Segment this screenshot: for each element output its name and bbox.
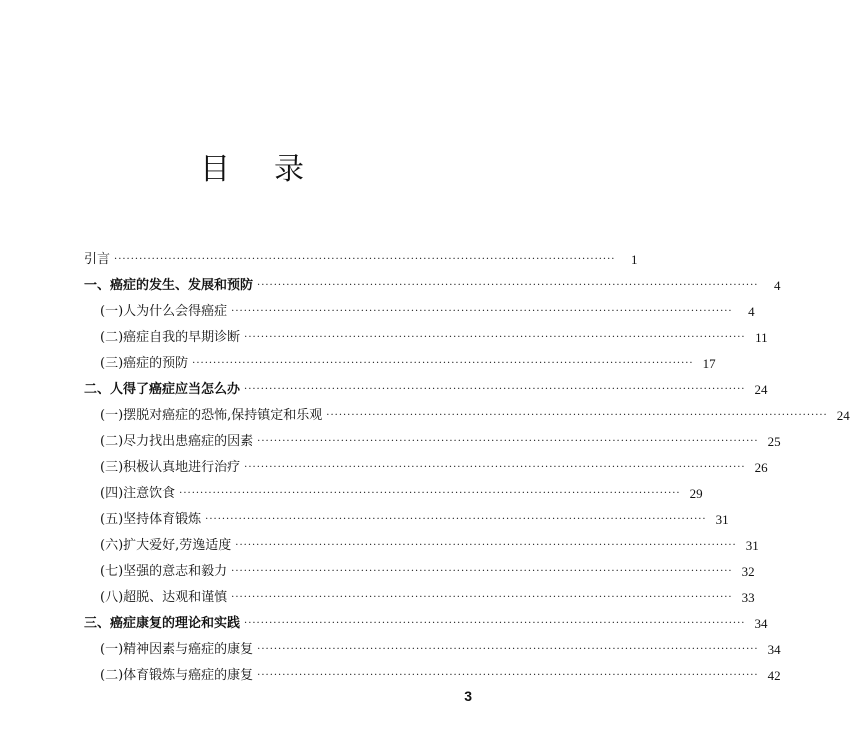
toc-entry-page: 17 [702,356,716,371]
toc-entry-intro [84,244,638,268]
dot-leader: ························································································································ [235,540,737,551]
toc-entry-page: 42 [767,668,781,683]
toc-section [84,346,716,372]
dot-leader: ························································································································ [257,670,759,681]
toc-entry-label: (三)积极认真地进行治疗 [100,460,241,475]
toc-section [84,320,768,346]
toc-entry-label: 三、癌症康复的理论和实践 [84,616,241,631]
toc-entry-label: (一)摆脱对癌症的恐怖,保持镇定和乐观 [100,408,323,423]
dot-leader: ························································································································ [114,254,616,265]
toc-entry-label: (六)扩大爱好,劳逸适度 [100,538,232,553]
toc-section [84,476,703,502]
toc-section [84,450,768,476]
toc-section [84,580,755,606]
toc-chapter-1 [84,268,781,294]
dot-leader: ························································································································ [179,488,681,499]
toc-section [84,554,755,580]
dot-leader: ························································································································ [231,592,733,603]
dot-leader: ························································································································ [244,384,746,395]
toc-entry-label: 一、癌症的发生、发展和预防 [84,278,254,293]
toc-chapter-2 [84,372,768,398]
toc-section [84,632,781,658]
dot-leader: ························································································································ [244,462,746,473]
toc-entry-label: (二)癌症自我的早期诊断 [100,330,241,345]
toc-entry-page: 31 [745,538,759,553]
toc-entry-page: 34 [754,616,768,631]
toc-entry-label: (四)注意饮食 [100,486,176,501]
toc-section [84,658,781,684]
toc-entry-page: 11 [755,330,768,345]
dot-leader: ························································································································ [257,436,759,447]
toc-entry-label: (二)尽力找出患癌症的因素 [100,434,254,449]
page-number: 3 [464,688,472,704]
dot-leader: ························································································································ [231,566,733,577]
toc-entry-label: (八)超脱、达观和谨慎 [100,590,228,605]
toc-entry-label: (三)癌症的预防 [100,356,189,371]
dot-leader: ························································································································ [192,358,694,369]
toc-chapter-3 [84,606,768,632]
toc-entry-label: 二、人得了癌症应当怎么办 [84,382,241,397]
toc-entry-page: 4 [748,304,755,319]
toc-entry-page: 29 [689,486,703,501]
dot-leader: ························································································································ [205,514,707,525]
table-of-contents [84,244,850,684]
page-title: 目录 [200,152,348,187]
toc-entry-page: 32 [741,564,755,579]
toc-entry-page: 34 [767,642,781,657]
dot-leader: ························································································································ [244,332,746,343]
dot-leader: ························································································································ [257,280,759,291]
toc-entry-label: 引言 [84,252,111,267]
dot-leader: ························································································································ [231,306,733,317]
dot-leader: ························································································································ [257,644,759,655]
toc-entry-page: 31 [715,512,729,527]
toc-section [84,528,759,554]
toc-entry-page: 26 [754,460,768,475]
toc-entry-label: (五)坚持体育锻炼 [100,512,202,527]
toc-entry-page: 4 [773,278,781,293]
toc-entry-page: 1 [630,252,638,267]
dot-leader: ························································································································ [326,410,828,421]
toc-entry-page: 25 [767,434,781,449]
toc-entry-label: (一)精神因素与癌症的康复 [100,642,254,657]
toc-section [84,502,729,528]
toc-entry-label: (一)人为什么会得癌症 [100,304,228,319]
toc-section [84,398,850,424]
toc-section [84,294,755,320]
toc-entry-label: (七)坚强的意志和毅力 [100,564,228,579]
toc-section [84,424,781,450]
toc-entry-label: (二)体育锻炼与癌症的康复 [100,668,254,683]
toc-entry-page: 24 [754,382,768,397]
toc-entry-page: 24 [836,408,850,423]
toc-entry-page: 33 [741,590,755,605]
dot-leader: ························································································································ [244,618,746,629]
